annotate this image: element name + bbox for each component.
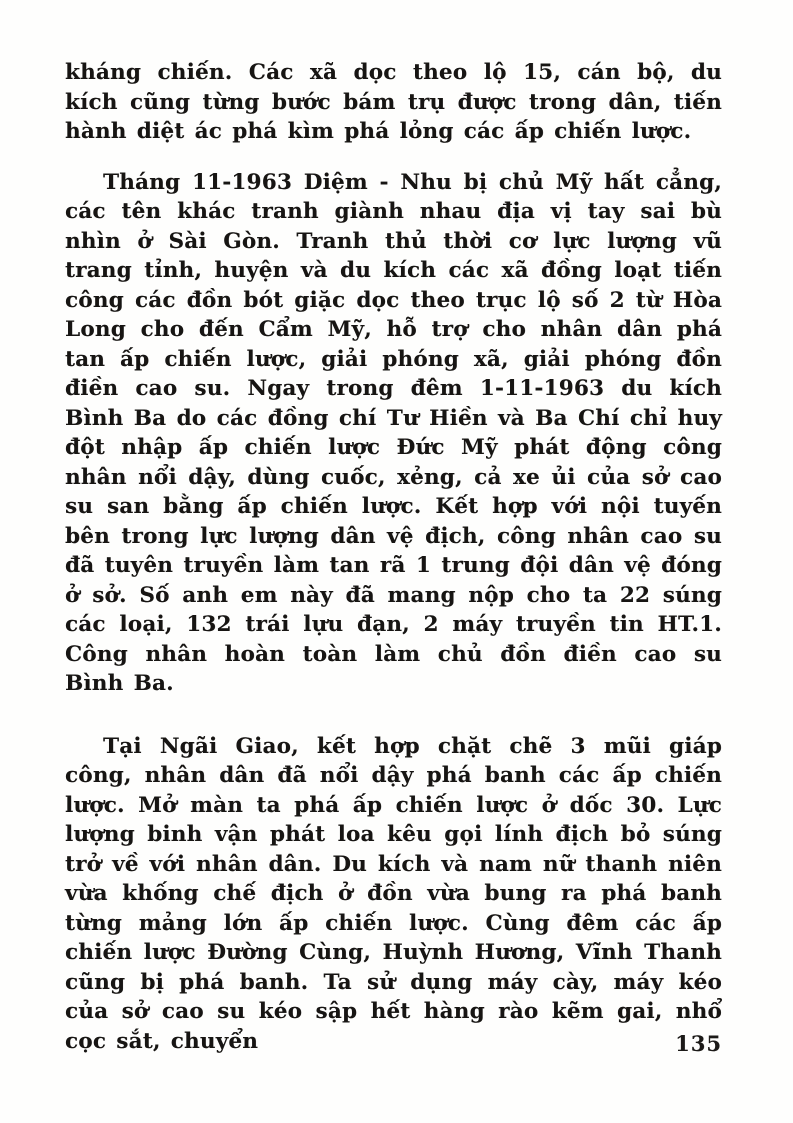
paragraph: Tháng 11-1963 Diệm - Nhu bị chủ Mỹ hất cẳng, các tên khác tranh giành nhau địa vị tay sai bù nhìn ở Sài Gòn. Tranh thủ thời cơ lực lượng vũ trang tỉnh, huyện và du kích các xã đồng loạt tiến công các đồn bót giặc dọc theo trục lộ số 2 từ Hòa Long cho đến Cẩm Mỹ, hỗ trợ cho nhân dân phá tan ấp chiến lược, giải phóng xã, giải phóng đồn điền cao su. Ngay trong đêm 1-11-1963 du kích Bình Ba do các đồng chí Tư Hiền và Ba Chí chỉ huy đột nhập ấp chiến lược Đức Mỹ phát động công nhân nổi dậy, dùng cuốc, xẻng, cả xe ủi của sở cao su san bằng ấp chiến lược. Kết hợp với nội tuyến bên trong lực lượng dân vệ địch, công nhân cao su đã tuyên truyền làm tan rã 1 trung đội dân vệ đóng ở sở. Số anh em này đã mang nộp cho ta 22 súng các loại, 132 trái lựu đạn, 2 máy truyền tin HT.1. Công nhân hoàn toàn làm chủ đồn điền cao su Bình Ba. xyxy=(65,169,722,696)
page-number: 135 xyxy=(675,1031,722,1056)
paragraph: Tại Ngãi Giao, kết hợp chặt chẽ 3 mũi giáp công, nhân dân đã nổi dậy phá banh các ấp chiến lược. Mở màn ta phá ấp chiến lược ở dốc 30. Lực lượng binh vận phát loa kêu gọi lính địch bỏ súng trở về với nhân dân. Du kích và nam nữ thanh niên vừa khống chế địch ở đồn vừa bung ra phá banh từng mảng lớn ấp chiến lược. Cùng đêm các ấp chiến lược Đường Cùng, Huỳnh Hương, Vĩnh Thanh cũng bị phá banh. Ta sử dụng máy cày, máy kéo của sở cao su kéo sập hết hàng rào kẽm gai, nhổ cọc sắt, chuyển xyxy=(65,733,722,1054)
text-block xyxy=(65,58,722,1056)
paragraph-continued: kháng chiến. Các xã dọc theo lộ 15, cán bộ, du kích cũng từng bước bám trụ được trong dân, tiến hành diệt ác phá kìm phá lỏng các ấp chiến lược. xyxy=(65,60,722,144)
